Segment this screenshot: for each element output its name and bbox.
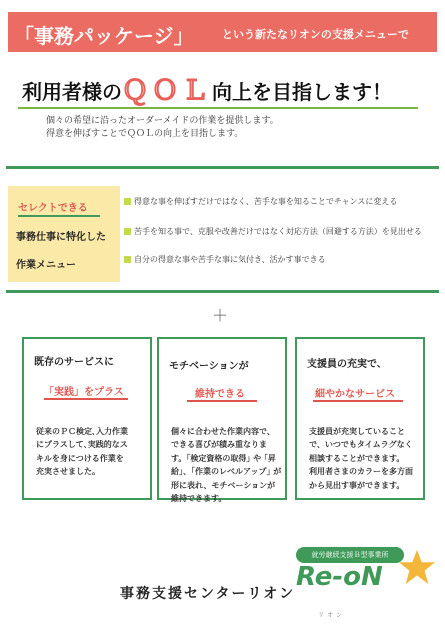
- section-divider-bottom: [6, 290, 439, 293]
- feature-card-support: [295, 337, 425, 500]
- card-highlight-underline: [313, 400, 403, 402]
- plus-sign: ＋: [212, 306, 229, 325]
- feature-card-practice: [22, 337, 152, 500]
- list-item: [124, 226, 422, 237]
- bullet-square-icon: [124, 198, 131, 205]
- card-body-line: 個々に合わせた作業内容で、: [171, 427, 275, 436]
- title-sub: という新たなリオンの支援メニューで: [222, 28, 409, 41]
- list-item: [124, 254, 326, 265]
- intro-text: [46, 115, 279, 141]
- feature-card-motivation: [157, 337, 287, 504]
- card-highlight: 細やかなサービス: [315, 389, 395, 400]
- headline-underline: [18, 107, 418, 109]
- list-item-text: 苦手を知る事で、克服や改善だけではなく対応方法（回避する方法）を見出せる: [134, 227, 422, 236]
- organization-name: 事務支援センターリオン: [120, 586, 296, 602]
- intro-line: 個々の希望に沿ったオーダーメイドの作業を提供します。: [46, 116, 279, 126]
- card-body-line: 充実させました。: [36, 467, 100, 477]
- card-body-line: 利用者さまのカラーを多方面: [309, 467, 413, 477]
- list-item-text: 自分の得意な事や苦手な事に気付き、活かす事できる: [134, 255, 326, 264]
- facility-type-badge: 就労継続支援Ｂ型事業所: [296, 547, 404, 563]
- select-line-3: 作業メニュー: [16, 260, 76, 271]
- card-body-line: で、いつでもタイムラグなく: [309, 440, 413, 450]
- card-body-line: 給｣、｢作業のレベルアップ｣ が: [171, 467, 282, 477]
- card-body: [36, 425, 148, 479]
- reon-logo: Re-oN: [296, 562, 383, 592]
- card-body: [171, 425, 283, 505]
- star-icon: [398, 548, 436, 586]
- select-menu-box: [8, 186, 120, 282]
- card-title: 支援員の充実で、: [307, 359, 387, 370]
- card-body-line: す。｢検定資格の取得｣ や ｢昇: [171, 453, 276, 463]
- card-body: [309, 425, 421, 492]
- bullet-square-icon: [124, 256, 131, 263]
- list-item: [124, 196, 397, 207]
- select-line-2: 事務仕事に特化した: [16, 232, 106, 243]
- headline: [22, 70, 422, 104]
- headline-before: 利用者様の: [22, 80, 122, 104]
- card-title: モチベーションが: [169, 361, 249, 372]
- card-highlight-underline: [44, 398, 128, 400]
- select-tag-underline: [18, 215, 100, 217]
- card-body-line: キルを身につける作業を: [36, 453, 124, 463]
- logo-reading: リオン: [318, 612, 345, 619]
- card-body-line: から見出す事ができます。: [309, 480, 405, 490]
- card-body-line: 支援員が充実していること: [309, 427, 405, 436]
- headline-accent: ＱＯＬ: [122, 76, 213, 106]
- intro-line: 得意を伸ばすことでＱＯＬの向上を目指します。: [46, 129, 244, 139]
- headline-after: 向上を目指します！: [212, 80, 393, 104]
- card-body-line: できる喜びが積み重なりま: [171, 440, 267, 450]
- bullet-square-icon: [124, 228, 131, 235]
- card-highlight-underline: [187, 400, 257, 402]
- title-main: 「事務パッケージ」: [14, 24, 194, 48]
- card-body-line: 形に表れ、モチベーションが: [171, 480, 276, 490]
- card-highlight: 「実践」をプラス: [44, 387, 124, 398]
- title-banner: [8, 12, 437, 52]
- select-tag: セレクトできる: [18, 203, 88, 214]
- card-body-line: 相談することができます。: [309, 453, 405, 463]
- card-title: 既存のサービスに: [34, 357, 114, 368]
- list-item-text: 得意な事を伸ばすだけではなく、苦手な事を知ることでチャンスに変える: [134, 197, 398, 206]
- card-body-line: 従来のＰＣ検定､入力作業: [36, 427, 128, 436]
- card-body-line: 維持できます。: [171, 494, 227, 504]
- card-highlight: 維持できる: [195, 389, 245, 400]
- card-body-line: にプラスして､実践的なス: [36, 440, 128, 450]
- section-divider-top: [6, 166, 439, 169]
